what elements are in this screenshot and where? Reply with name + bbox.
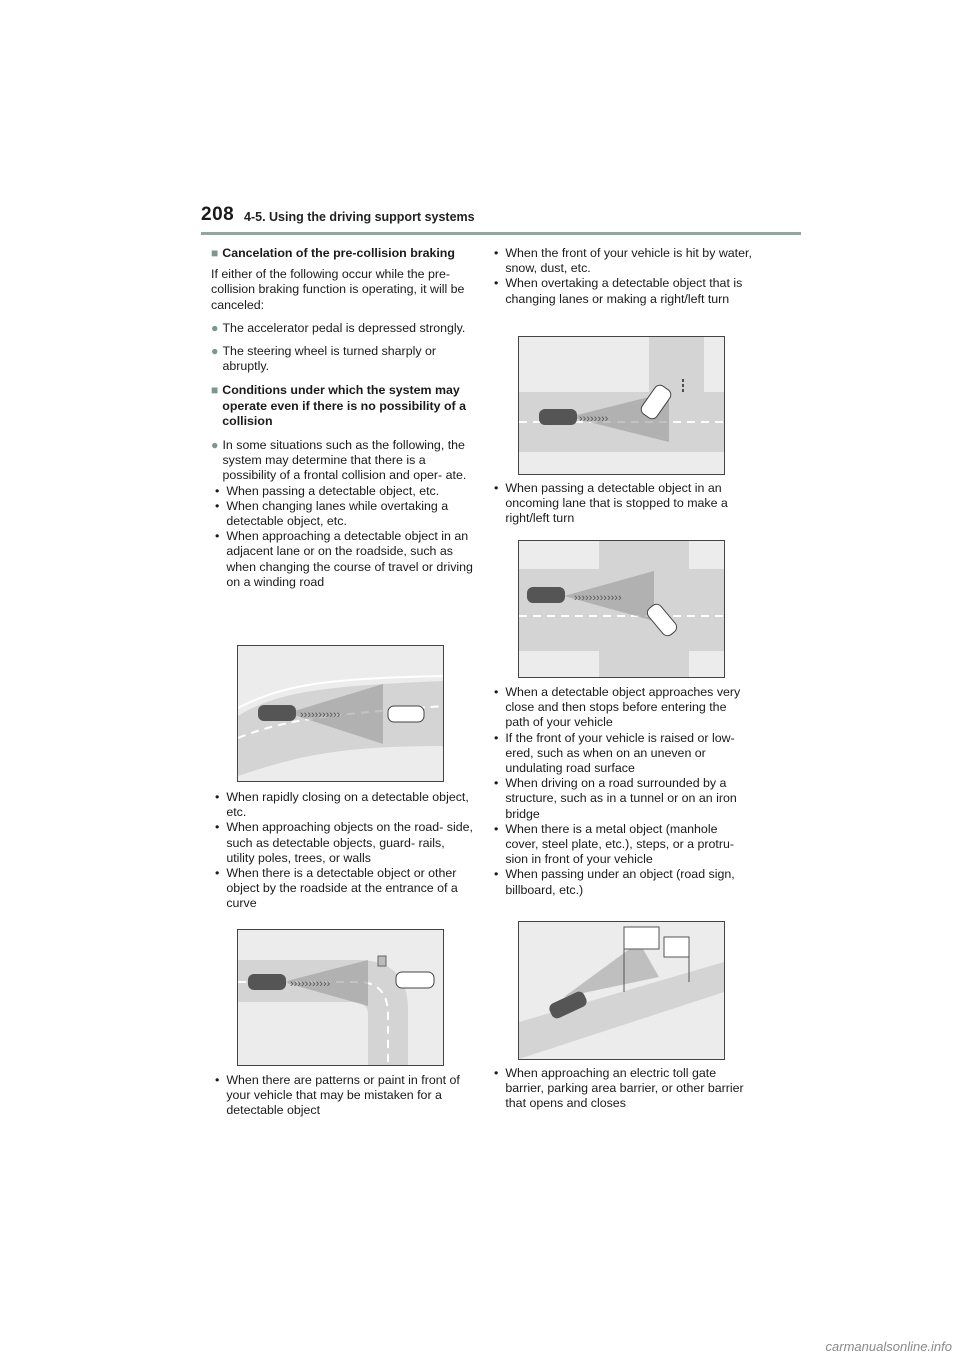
circle-bullet-icon: ● — [211, 438, 219, 453]
section-title: 4-5. Using the driving support systems — [244, 210, 475, 224]
left-column-bottom — [211, 1073, 473, 1119]
svg-text:››››››››: ›››››››› — [579, 413, 609, 425]
list-item: • When there is a metal object (manhole cover, steel plate, etc.), steps, or a protru- sion in front of your vehicle — [494, 821, 734, 867]
list-item: • When overtaking a detectable object that is changing lanes or making a right/left turn — [494, 276, 743, 306]
list-item: • When the front of your vehicle is hit by water, snow, dust, etc. — [494, 246, 752, 276]
list-item: • If the front of your vehicle is raised or low- ered, such as when on an uneven or undulating road surface — [494, 730, 735, 776]
right-column-top — [490, 246, 752, 307]
circle-bullet-icon: ● — [211, 344, 219, 359]
svg-text:›››››››››››: ››››››››››› — [290, 978, 331, 990]
list-item: • When passing a detectable object, etc. — [215, 483, 440, 498]
figure-curve-entrance — [237, 929, 444, 1066]
square-bullet-icon: ■ — [211, 383, 219, 398]
list-item: • When passing under an object (road sign, billboard, etc.) — [494, 867, 735, 897]
list-item: • When rapidly closing on a detectable object, etc. — [215, 790, 469, 820]
left-column-top — [211, 246, 473, 590]
list-item: • When a detectable object approaches very close and then stops before entering the path of your vehicle — [494, 685, 741, 730]
svg-text:›››››››››››: ››››››››››› — [300, 709, 341, 721]
svg-text:›››››››››››››: ››››››››››››› — [574, 592, 622, 604]
paragraph-cancel-intro: If either of the following occur while the pre-collision braking function is operating, it will be canceled: — [211, 267, 465, 312]
list-item: • When approaching objects on the road- side, such as detectable objects, guard- rails, utility poles, trees, or walls — [215, 820, 473, 865]
list-item: • When changing lanes while overtaking a detectable object, etc. — [215, 498, 449, 529]
right-column-second — [490, 481, 752, 527]
list-item: • When approaching a detectable object in an adjacent lane or on the roadside, such as when changing the course of travel or driving on a winding road — [215, 529, 473, 589]
right-column-third — [490, 685, 752, 898]
list-item: • When there are patterns or paint in front of your vehicle that may be mistaken for a detectable object — [215, 1073, 460, 1118]
heading-conditions: ■ Conditions under which the system may operate even if there is no possibility of a collision — [211, 383, 466, 428]
circle-item: ● The steering wheel is turned sharply or abruptly. — [211, 344, 436, 374]
right-column-bottom — [490, 1066, 752, 1112]
list-item: • When passing a detectable object in an oncoming lane that is stopped to make a right/left turn — [494, 481, 728, 526]
circle-item: ● The accelerator pedal is depressed strongly. — [211, 320, 466, 335]
header-rule — [201, 232, 801, 235]
heading-cancelation: ■ Cancelation of the pre-collision braking — [211, 246, 455, 260]
figure-overtaking-turn — [518, 336, 725, 475]
list-item: • When driving on a road surrounded by a structure, such as in a tunnel or on an iron bridge — [494, 776, 737, 821]
circle-bullet-icon: ● — [211, 320, 219, 335]
page-number: 208 — [201, 204, 235, 225]
square-bullet-icon: ■ — [211, 246, 219, 260]
watermark: carmanualsonline.info — [825, 1339, 952, 1354]
figure-winding-road — [237, 645, 444, 782]
circle-item: ● In some situations such as the following, the system may determine that there is a possibility of a frontal collision and oper- ate. — [211, 438, 467, 483]
list-item: • When approaching an electric toll gate barrier, parking area barrier, or other barrier that opens and closes — [494, 1066, 744, 1111]
left-column-middle — [211, 790, 473, 912]
figure-oncoming-stopped — [518, 540, 725, 678]
figure-road-sign — [518, 921, 725, 1060]
list-item: • When there is a detectable object or other object by the roadside at the entrance of a curve — [215, 866, 458, 911]
